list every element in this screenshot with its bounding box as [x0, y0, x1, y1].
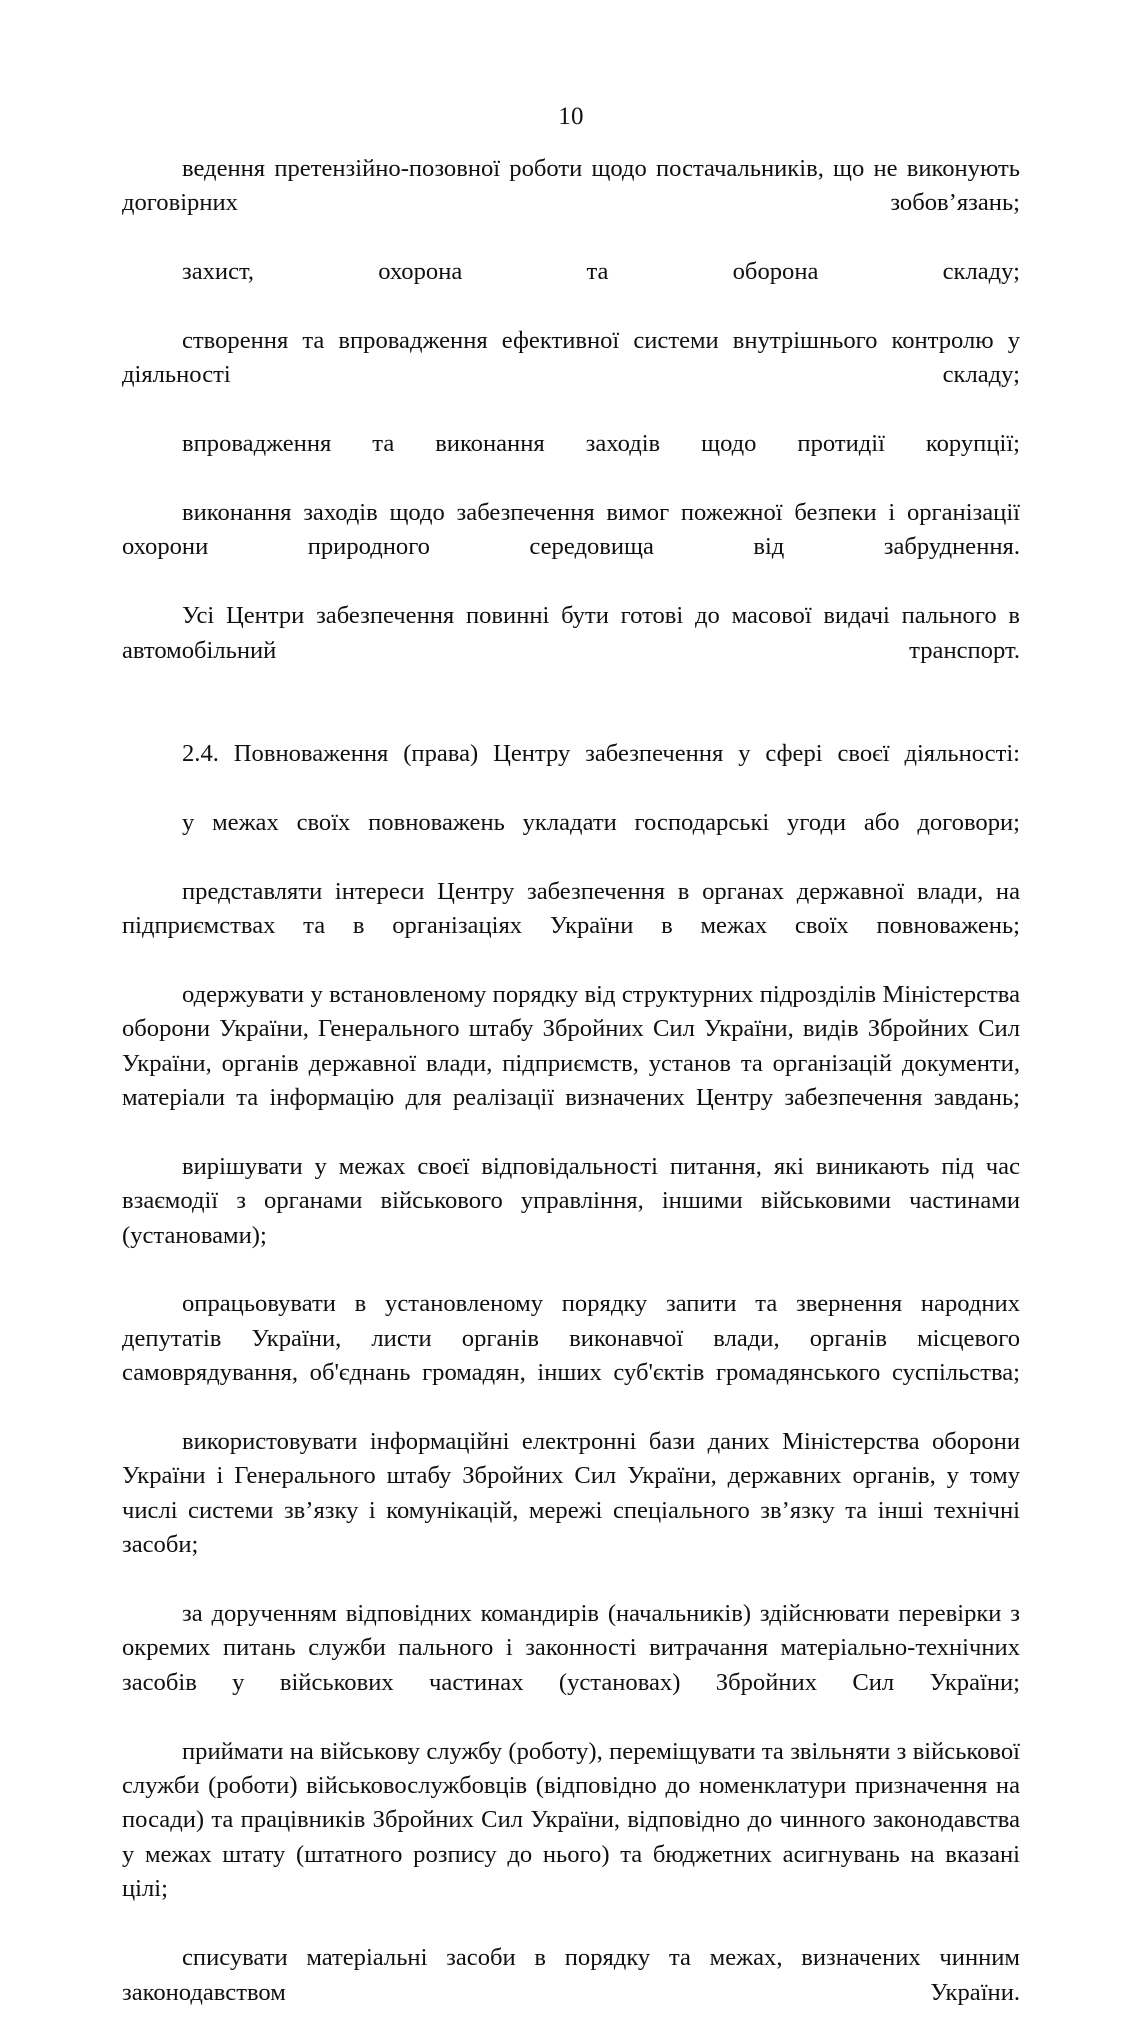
paragraph: списувати матеріальні засоби в порядку та межах, визначених чинним законодавством України.: [122, 1944, 1020, 2006]
document-body: [122, 152, 1020, 2044]
paragraph: представляти інтереси Центру забезпечення в органах державної влади, на підприємствах та в організаціях України в межах своїх повноважень;: [122, 877, 1020, 939]
paragraph: опрацьовувати в установленому порядку запити та звернення народних депутатів України, листи органів виконавчої влади, органів місцевого самоврядування, об'єднань громадян, інших суб'єктів громадянського суспільства;: [122, 1290, 1020, 1387]
paragraph: впровадження та виконання заходів щодо протидії корупції;: [182, 430, 1020, 458]
paragraph: приймати на військову службу (роботу), переміщувати та звільняти з військової служби (роботи) військовослужбовців (відповідно до номенклатури призначення на посади) та працівників Збройних Сил України, відповідно до чинного законодавства у межах штату (штатного розпису до нього) та бюджетних асигнувань на вказані цілі;: [122, 1737, 1020, 1903]
paragraph: використовувати інформаційні електронні бази даних Міністерства оборони України і Генерального штабу Збройних Сил України, державних органів, у тому числі системи зв’язку і комунікацій, мережі спеціального зв’язку та інші технічні засоби;: [122, 1428, 1020, 1559]
paragraph: захист, охорона та оборона складу;: [182, 258, 1020, 286]
paragraph: ведення претензійно-позовної роботи щодо постачальників, що не виконують договірних зобов’язань;: [122, 155, 1020, 217]
paragraph-spacer: [122, 703, 1020, 737]
paragraph: виконання заходів щодо забезпечення вимог пожежної безпеки і організації охорони природного середовища від забруднення.: [122, 499, 1020, 561]
paragraph: створення та впровадження ефективної системи внутрішнього контролю у діяльності складу;: [122, 327, 1020, 389]
paragraph: Усі Центри забезпечення повинні бути готові до масової видачі пального в автомобільний транспорт.: [122, 602, 1020, 664]
paragraph: у межах своїх повноважень укладати господарські угоди або договори;: [182, 808, 1020, 836]
paragraph: за дорученням відповідних командирів (начальників) здійснювати перевірки з окремих питань служби пального і законності витрачання матеріально-технічних засобів у військових частинах (установах) Збройних Сил України;: [122, 1600, 1020, 1696]
section-heading-2-4: 2.4. Повноваження (права) Центру забезпечення у сфері своєї діяльності:: [182, 739, 1020, 767]
page-number: 10: [558, 103, 584, 130]
paragraph: вирішувати у межах своєї відповідальності питання, які виникають під час взаємодії з органами військового управління, іншими військовими частинами (установами);: [122, 1152, 1020, 1249]
paragraph: одержувати у встановленому порядку від структурних підрозділів Міністерства оборони України, Генерального штабу Збройних Сил України, видів Збройних Сил України, органів державної влади, підприємств, установ та організацій документи, матеріали та інформацію для реалізації визначених Центру забезпечення завдань;: [122, 980, 1020, 1111]
